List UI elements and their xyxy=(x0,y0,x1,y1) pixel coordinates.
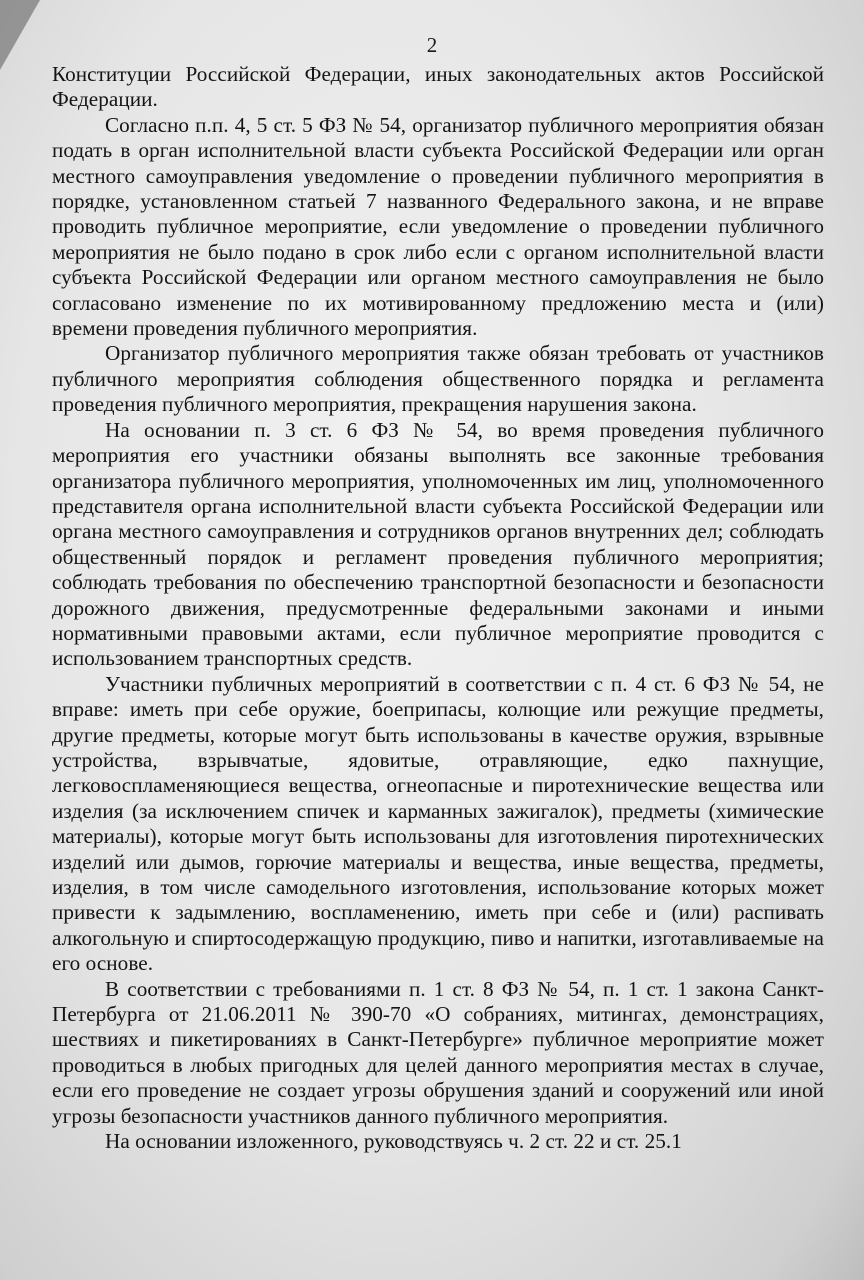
paragraph-6: В соответствии с требованиями п. 1 ст. 8 ФЗ № 54, п. 1 ст. 1 закона Санкт-Петербурга от 21.06.2011 № 390-70 «О собраниях, митингах, демонстрациях, шествиях и пикетированиях в Санкт-Петербурге» публичное мероприятие может проводиться в любых пригодных для целей данного мероприятия местах в случае, если его проведение не создает угрозы обрушения зданий и сооружений или иной угрозы безопасности участников данного публичного мероприятия. xyxy=(52,976,824,1128)
paragraph-1: Конституции Российской Федерации, иных законодательных актов Российской Федерации. xyxy=(52,62,824,112)
paragraph-5: Участники публичных мероприятий в соответствии с п. 4 ст. 6 ФЗ № 54, не вправе: иметь при себе оружие, боеприпасы, колющие или режущие предметы, другие предметы, которые могут быть использованы в качестве оружия, взрывные устройства, взрывчатые, ядовитые, отравляющие, едко пахнущие, легковоспламеняющиеся вещества, огнеопасные и пиротехнические вещества или изделия (за исключением спичек и карманных зажигалок), предметы (химические материалы), которые могут быть использованы для изготовления пиротехнических изделий или дымов, горючие материалы и вещества, иные вещества, предметы, изделия, в том числе самодельного изготовления, использование которых может привести к задымлению, воспламенению, иметь при себе и (или) распивать алкогольную и спиртосодержащую продукцию, пиво и напитки, изготавливаемые на его основе. xyxy=(52,671,824,976)
paragraph-3: Организатор публичного мероприятия также обязан требовать от участников публичного мероприятия соблюдения общественного порядка и регламента проведения публичного мероприятия, прекращения нарушения закона. xyxy=(52,341,824,417)
paragraph-7: На основании изложенного, руководствуясь ч. 2 ст. 22 и ст. 25.1 xyxy=(105,1129,682,1154)
paragraph-2: Согласно п.п. 4, 5 ст. 5 ФЗ № 54, организатор публичного мероприятия обязан подать в орган исполнительной власти субъекта Российской Федерации или орган местного самоуправления уведомление о проведении публичного мероприятия в порядке, установленном статьей 7 названного Федерального закона, и не вправе проводить публичное мероприятие, если уведомление о проведении публичного мероприятия не было подано в срок либо если с органом исполнительной власти субъекта Российской Федерации или органом местного самоуправления не было согласовано изменение по их мотивированному предложению места и (или) времени проведения публичного мероприятия. xyxy=(52,112,824,341)
page-number: 2 xyxy=(426,33,438,57)
paragraph-4: На основании п. 3 ст. 6 ФЗ № 54, во время проведения публичного мероприятия его участники обязаны выполнять все законные требования организатора публичного мероприятия, уполномоченных им лиц, уполномоченного представителя органа исполнительной власти субъекта Российской Федерации или органа местного самоуправления и сотрудников органов внутренних дел; соблюдать общественный порядок и регламент проведения публичного мероприятия; соблюдать требования по обеспечению транспортной безопасности и безопасности дорожного движения, предусмотренные федеральными законами и иными нормативными правовыми актами, если публичное мероприятие проводится с использованием транспортных средств. xyxy=(52,417,824,671)
document-body xyxy=(52,62,824,1154)
